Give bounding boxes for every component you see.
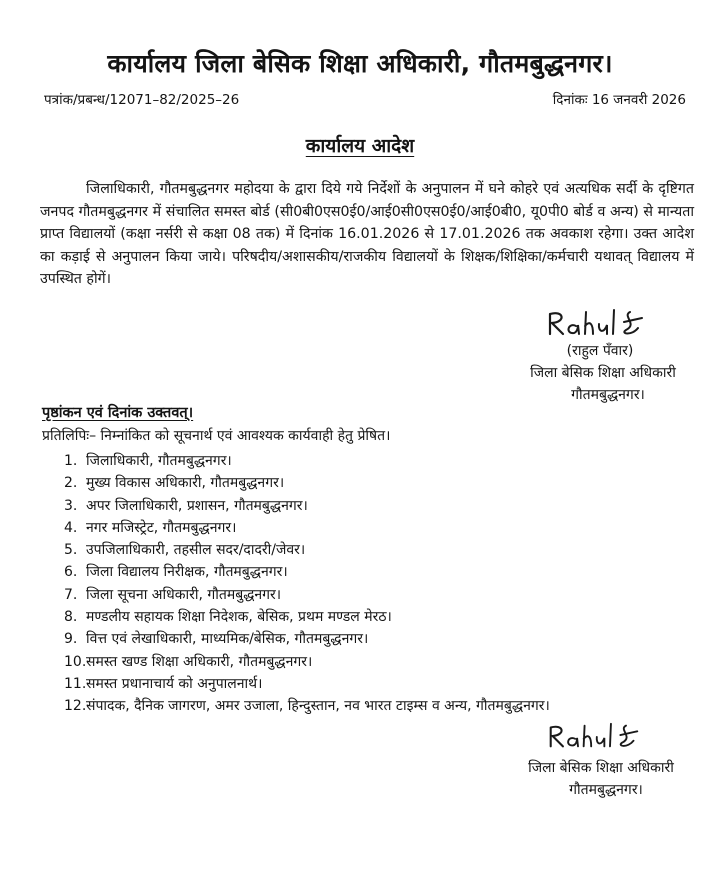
recipient-number: 6. — [64, 564, 78, 581]
endorsement-heading: पृष्ठांकन एवं दिनांक उक्तवत्। — [42, 405, 194, 421]
recipient-text: समस्त खण्ड शिक्षा अधिकारी, गौतमबुद्धनगर। — [86, 653, 313, 670]
recipient-number: 9. — [64, 631, 78, 648]
recipient-number: 4. — [64, 519, 78, 536]
recipient-item — [64, 472, 550, 494]
order-heading-text: कार्यालय आदेश — [305, 135, 415, 157]
handwritten-signature-2 — [546, 720, 642, 752]
recipient-item — [64, 695, 550, 717]
office-title: कार्यालय जिला बेसिक शिक्षा अधिकारी, गौतमबुद्धनगर। — [107, 49, 613, 78]
recipient-number: 11. — [64, 675, 87, 692]
copy-to-line: प्रतिलिपिः– निम्नांकित को सूचनार्थ एवं आवश्यक कार्यवाही हेतु प्रेषित। — [42, 428, 391, 444]
signer-designation: जिला बेसिक शिक्षा अधिकारी — [530, 365, 676, 381]
signer-place: गौतमबुद्धनगर। — [571, 387, 645, 403]
recipient-item — [64, 561, 550, 583]
recipient-text: समस्त प्रधानाचार्य को अनुपालनार्थ। — [86, 675, 263, 692]
recipient-item — [64, 495, 550, 517]
recipient-text: जिला सूचना अधिकारी, गौतमबुद्धनगर। — [86, 586, 282, 603]
recipient-number: 5. — [64, 542, 78, 559]
recipient-text: मुख्य विकास अधिकारी, गौतमबुद्धनगर। — [86, 475, 285, 492]
signer-name: (राहुल पँवार) — [566, 343, 634, 359]
recipient-number: 7. — [64, 586, 78, 603]
recipient-list — [64, 450, 550, 718]
recipient-number: 10. — [64, 653, 87, 670]
order-body: जिलाधिकारी, गौतमबुद्धनगर महोदया के द्वारा दिये गये निर्देशों के अनुपालन में घने कोहरे एवं अत्यधिक सर्दी के दृष्टिगत जनपद गौतमबुद्धनगर में संचालित समस्त बोर्ड (सी0बी0एस0ई0/आई0सी0एस0ई0/आई0बी0, यू0पी0 बोर्ड व अन्य) से मान्यता प्राप्त विद्यालयों (कक्षा नर्सरी से कक्षा 08 तक) में दिनांक 16.01.2026 से 17.01.2026 तक अवकाश रहेगा। उक्त आदेश का कड़ाई से अनुपालन किया जाये। परिषदीय/अशासकीय/राजकीय विद्यालयों के शिक्षक/शिक्षिका/कर्मचारी यथावत् विद्यालय में उपस्थित होगें। — [40, 181, 694, 288]
recipient-item — [64, 539, 550, 561]
reference-number: पत्रांक/प्रबन्ध/12071–82/2025–26 — [44, 92, 240, 108]
recipient-number: 1. — [64, 453, 78, 469]
recipient-text: अपर जिलाधिकारी, प्रशासन, गौतमबुद्धनगर। — [86, 497, 308, 514]
recipient-text: मण्डलीय सहायक शिक्षा निदेशक, बेसिक, प्रथम मण्डल मेरठ। — [86, 609, 392, 626]
recipient-item — [64, 450, 550, 472]
recipient-number: 3. — [64, 497, 78, 514]
recipient-item — [64, 628, 550, 650]
order-date: दिनांकः 16 जनवरी 2026 — [552, 92, 686, 108]
recipient-item — [64, 606, 550, 628]
recipient-number: 8. — [64, 609, 78, 626]
handwritten-signature-1 — [546, 306, 646, 340]
recipient-number: 12. — [64, 698, 87, 715]
order-heading — [0, 132, 720, 158]
recipient-text: संपादक, दैनिक जागरण, अमर उजाला, हिन्दुस्तान, नव भारत टाइम्स व अन्य, गौतमबुद्धनगर। — [86, 698, 550, 715]
recipient-text: जिला विद्यालय निरीक्षक, गौतमबुद्धनगर। — [86, 564, 288, 581]
recipient-item — [64, 517, 550, 539]
recipient-item — [64, 673, 550, 695]
recipient-text: वित्त एवं लेखाधिकारी, माध्यमिक/बेसिक, गौतमबुद्धनगर। — [86, 631, 369, 648]
recipient-item — [64, 584, 550, 606]
recipient-number: 2. — [64, 475, 78, 492]
recipient-text: उपजिलाधिकारी, तहसील सदर/दादरी/जेवर। — [86, 542, 306, 559]
recipient-text: नगर मजिस्ट्रेट, गौतमबुद्धनगर। — [86, 519, 237, 536]
recipient-text: जिलाधिकारी, गौतमबुद्धनगर। — [86, 453, 232, 469]
footer-place: गौतमबुद्धनगर। — [569, 782, 643, 798]
footer-designation: जिला बेसिक शिक्षा अधिकारी — [528, 760, 674, 776]
recipient-item — [64, 651, 550, 673]
